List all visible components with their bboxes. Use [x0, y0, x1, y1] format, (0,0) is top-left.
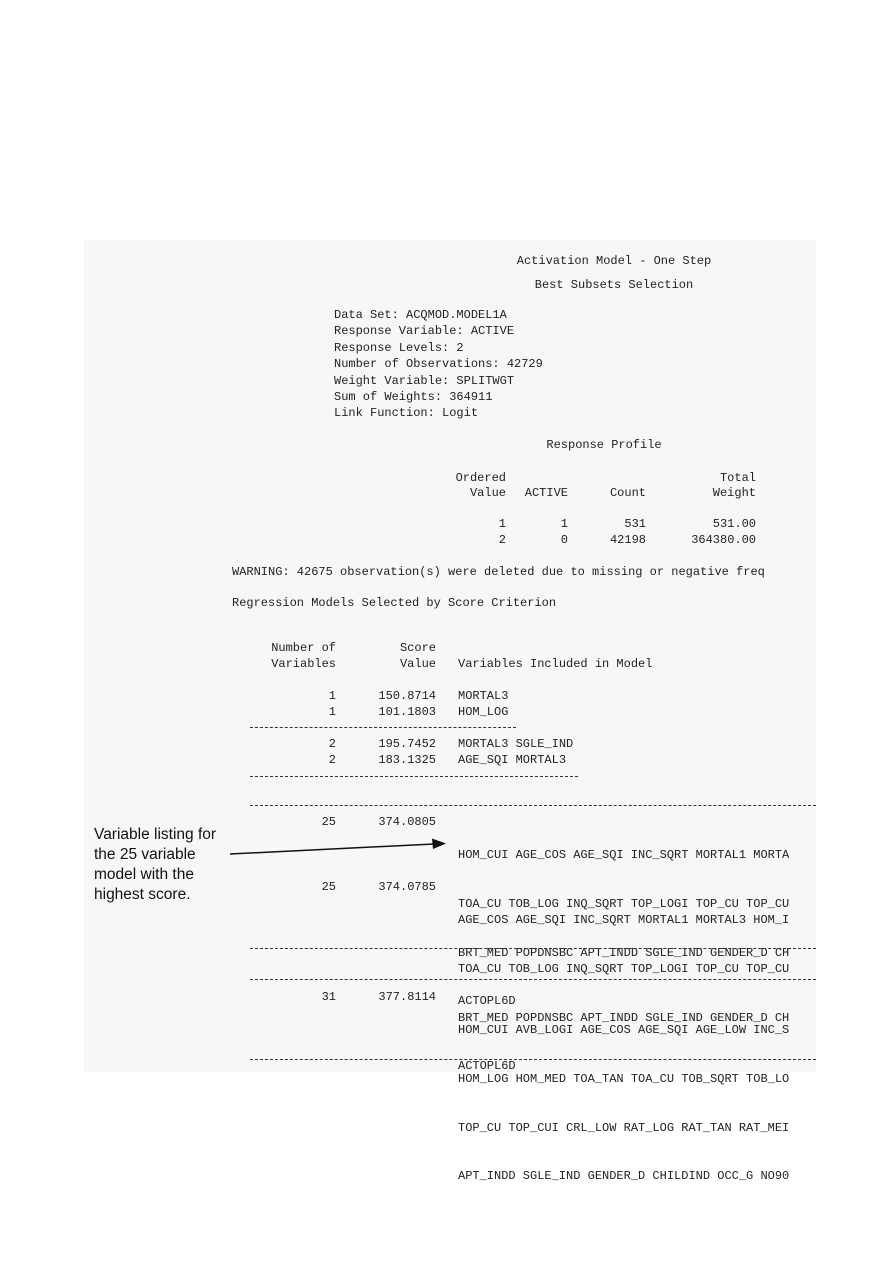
mt-row-score: 183.1325	[378, 753, 436, 767]
vars-line: APT_INDD SGLE_IND GENDER_D CHILDIND OCC_G NO90	[458, 1169, 790, 1184]
vars-line: TOA_CU TOB_LOG INQ_SQRT TOP_LOGI TOP_CU TOP_CU	[458, 897, 790, 912]
rp-header-value: Value	[469, 486, 506, 500]
response-profile-title: Response Profile	[546, 438, 662, 452]
rp-row-value: 1	[498, 517, 506, 531]
dataset-line: Number of Observations: 42729	[334, 357, 543, 372]
annotation-line: highest score.	[94, 886, 191, 903]
mt-row-score: 195.7452	[378, 737, 436, 751]
dataset-line: Sum of Weights: 364911	[334, 390, 493, 405]
mt-row-num: 2	[328, 753, 336, 767]
mt-row-vars: MORTAL3 SGLE_IND	[458, 737, 574, 751]
vars-line: HOM_CUI AGE_COS AGE_SQI INC_SQRT MORTAL1 MORTA	[458, 848, 790, 863]
mt-header-vars: Variables Included in Model	[458, 657, 653, 671]
vars-line: BRT_MED POPDNSBC APT_INDD SGLE_IND GENDER_D CH	[458, 1010, 790, 1025]
rp-row-count: 531	[624, 517, 646, 531]
rp-row-active: 0	[560, 533, 568, 547]
rp-header-total: Total	[719, 471, 756, 485]
mt-row-num: 1	[328, 705, 336, 719]
mt-row-num: 2	[328, 737, 336, 751]
vars-line: ACTOPL6D	[458, 994, 516, 1009]
rp-row-weight: 531.00	[712, 517, 756, 531]
mt-header-score: Score	[399, 641, 436, 655]
mt-row-num: 31	[321, 990, 336, 1004]
dataset-line: Response Levels: 2	[334, 340, 464, 355]
rp-header-ordered: Ordered	[455, 471, 506, 485]
vars-line: HOM_CUI AVB_LOGI AGE_COS AGE_SQI AGE_LOW INC_S	[458, 1023, 790, 1038]
rp-header-weight: Weight	[712, 486, 756, 500]
mt-header-value: Value	[399, 657, 436, 671]
report-title: Activation Model - One Step	[516, 254, 712, 268]
rp-row-active: 1	[560, 517, 568, 531]
mt-row-num: 25	[321, 880, 336, 894]
dataset-line: Weight Variable: SPLITWGT	[334, 373, 515, 388]
vars-line: ACTOPL6D	[458, 1059, 516, 1074]
mt-row-score: 374.0805	[378, 815, 436, 829]
annotation-line: Variable listing for	[94, 826, 217, 843]
regression-title: Regression Models Selected by Score Criterion	[232, 596, 557, 610]
mt-row-vars: AGE_SQI MORTAL3	[458, 753, 567, 767]
rp-row-value: 2	[498, 533, 506, 547]
vars-line: TOP_CU TOP_CUI CRL_LOW RAT_LOG RAT_TAN RAT_MEI	[458, 1120, 790, 1135]
rp-header-active: ACTIVE	[524, 486, 568, 500]
vars-line: AGE_COS AGE_SQI INC_SQRT MORTAL1 MORTAL3 HOM_I	[458, 913, 790, 928]
vars-line: HOM_LOG HOM_MED TOA_TAN TOA_CU TOB_SQRT TOB_LO	[458, 1072, 790, 1087]
mt-row-score: 101.1803	[378, 705, 436, 719]
scanned-sas-output	[84, 240, 816, 1184]
mt-row-score: 150.8714	[378, 689, 436, 703]
vars-line: BRT_MED POPDNSBC APT_INDD SGLE_IND GENDER_D CH	[458, 945, 790, 960]
report-subtitle: Best Subsets Selection	[534, 278, 694, 292]
mt-row-score: 377.8114	[378, 990, 436, 1004]
mt-header-number: Number of	[271, 641, 336, 655]
rp-row-weight: 364380.00	[691, 533, 756, 547]
dataset-line: Response Variable: ACTIVE	[334, 324, 515, 339]
mt-row-score: 374.0785	[378, 880, 436, 894]
annotation-line: the 25 variable	[94, 846, 196, 863]
dataset-line: Link Function: Logit	[334, 406, 479, 421]
annotation-line: model with the	[94, 866, 194, 883]
mt-header-variables: Variables	[271, 657, 336, 671]
warning-message: WARNING: 42675 observation(s) were deleted due to missing or negative freq	[232, 565, 765, 579]
annotation-arrow-icon	[84, 240, 816, 1072]
mt-row-num: 25	[321, 815, 336, 829]
rp-header-count: Count	[609, 486, 646, 500]
dataset-line: Data Set: ACQMOD.MODEL1A	[334, 308, 507, 322]
mt-row-num: 1	[328, 689, 336, 703]
mt-row-vars: MORTAL3	[458, 689, 509, 703]
mt-row-vars: HOM_LOG	[458, 705, 509, 719]
vars-line: TOA_CU TOB_LOG INQ_SQRT TOP_LOGI TOP_CU TOP_CU	[458, 962, 790, 977]
rp-row-count: 42198	[609, 533, 646, 547]
